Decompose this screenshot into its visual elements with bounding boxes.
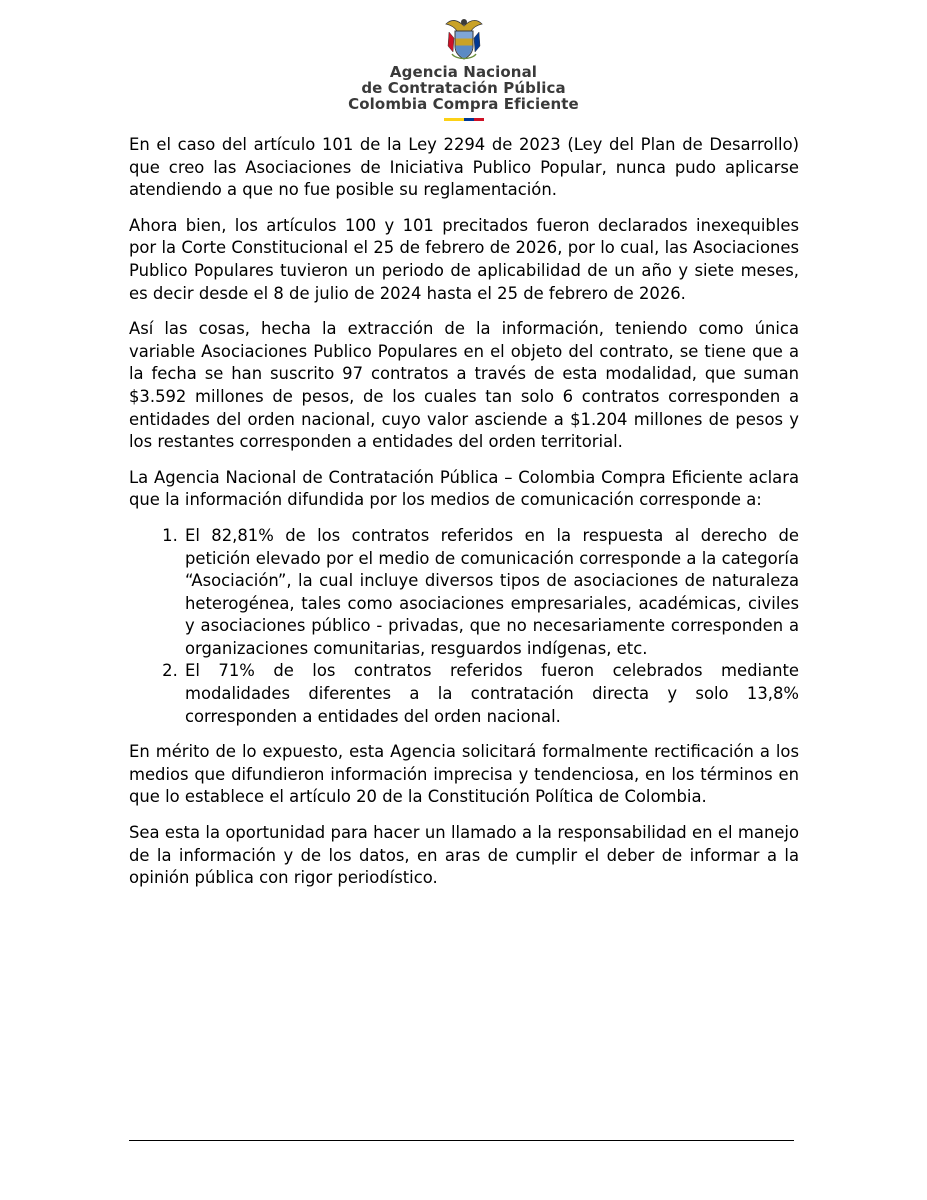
list-item: 1. El 82,81% de los contratos referidos en la respuesta al derecho de petición elevado por el medio de comunicación corresponde a la categoría “Asociación”, la cual incluye diversos tipos de asociaciones de naturaleza heterogénea, tales como asociaciones empresariales, académicas, civiles y asociaciones público - privadas, que no necesariamente corresponden a organizaciones comunitarias, resguardos indígenas, etc.: [183, 525, 799, 661]
paragraph-rectificacion: En mérito de lo expuesto, esta Agencia solicitará formalmente rectificación a los medios que difundieron información imprecisa y tendenciosa, en los términos en que lo establece el artículo 20 de la Constitución Política de Colombia.: [129, 742, 799, 807]
agency-name-line-1: Agencia Nacional: [389, 63, 538, 81]
letterhead: [0, 14, 927, 126]
flag-red-band: [474, 118, 484, 121]
agency-name: [300, 64, 627, 112]
document-body: [129, 134, 799, 903]
flag-yellow-band: [444, 118, 464, 121]
flag-blue-band: [464, 118, 474, 121]
agency-name-line-2: de Contratación Pública: [361, 79, 566, 97]
paragraph-extraccion-informacion: Así las cosas, hecha la extracción de la información, teniendo como única variable Asociaciones Publico Populares en el objeto del contrato, se tiene que a la fecha se han suscrito 97 contratos a través de esta modalidad, que suman $3.592 millones de pesos, de los cuales tan solo 6 contratos corresponden a entidades del orden nacional, cuyo valor asciende a $1.204 millones de pesos y los restantes corresponden a entidades del orden territorial.: [129, 319, 799, 452]
colombia-flag-stripe: [444, 118, 484, 121]
clarification-list: [129, 525, 799, 728]
paragraph-aclaracion: La Agencia Nacional de Contratación Pública – Colombia Compra Eficiente aclara que la información difundida por los medios de comunicación corresponde a:: [129, 467, 799, 510]
paragraph-llamado-responsabilidad: Sea esta la oportunidad para hacer un llamado a la responsabilidad en el manejo de la información y de los datos, en aras de cumplir el deber de informar a la opinión pública con rigor periodístico.: [129, 823, 799, 888]
list-item: 2. El 71% de los contratos referidos fueron celebrados mediante modalidades diferentes a la contratación directa y solo 13,8% corresponden a entidades del orden nacional.: [183, 660, 799, 728]
footer-divider: [129, 1140, 794, 1141]
paragraph-plan-desarrollo: En el caso del artículo 101 de la Ley 2294 de 2023 (Ley del Plan de Desarrollo) que creo las Asociaciones de Iniciativa Publico Popular, nunca pudo aplicarse atendiendo a que no fue posible su reglamentación.: [129, 135, 799, 200]
paragraph-inexequibles: Ahora bien, los artículos 100 y 101 precitados fueron declarados inexequibles por la Corte Constitucional el 25 de febrero de 2026, por lo cual, las Asociaciones Publico Populares tuvieron un periodo de aplicabilidad de un año y siete meses, es decir desde el 8 de julio de 2024 hasta el 25 de febrero de 2026.: [129, 215, 799, 303]
agency-name-line-3: Colombia Compra Eficiente: [348, 95, 579, 113]
colombia-coat-of-arms-icon: [444, 16, 484, 62]
